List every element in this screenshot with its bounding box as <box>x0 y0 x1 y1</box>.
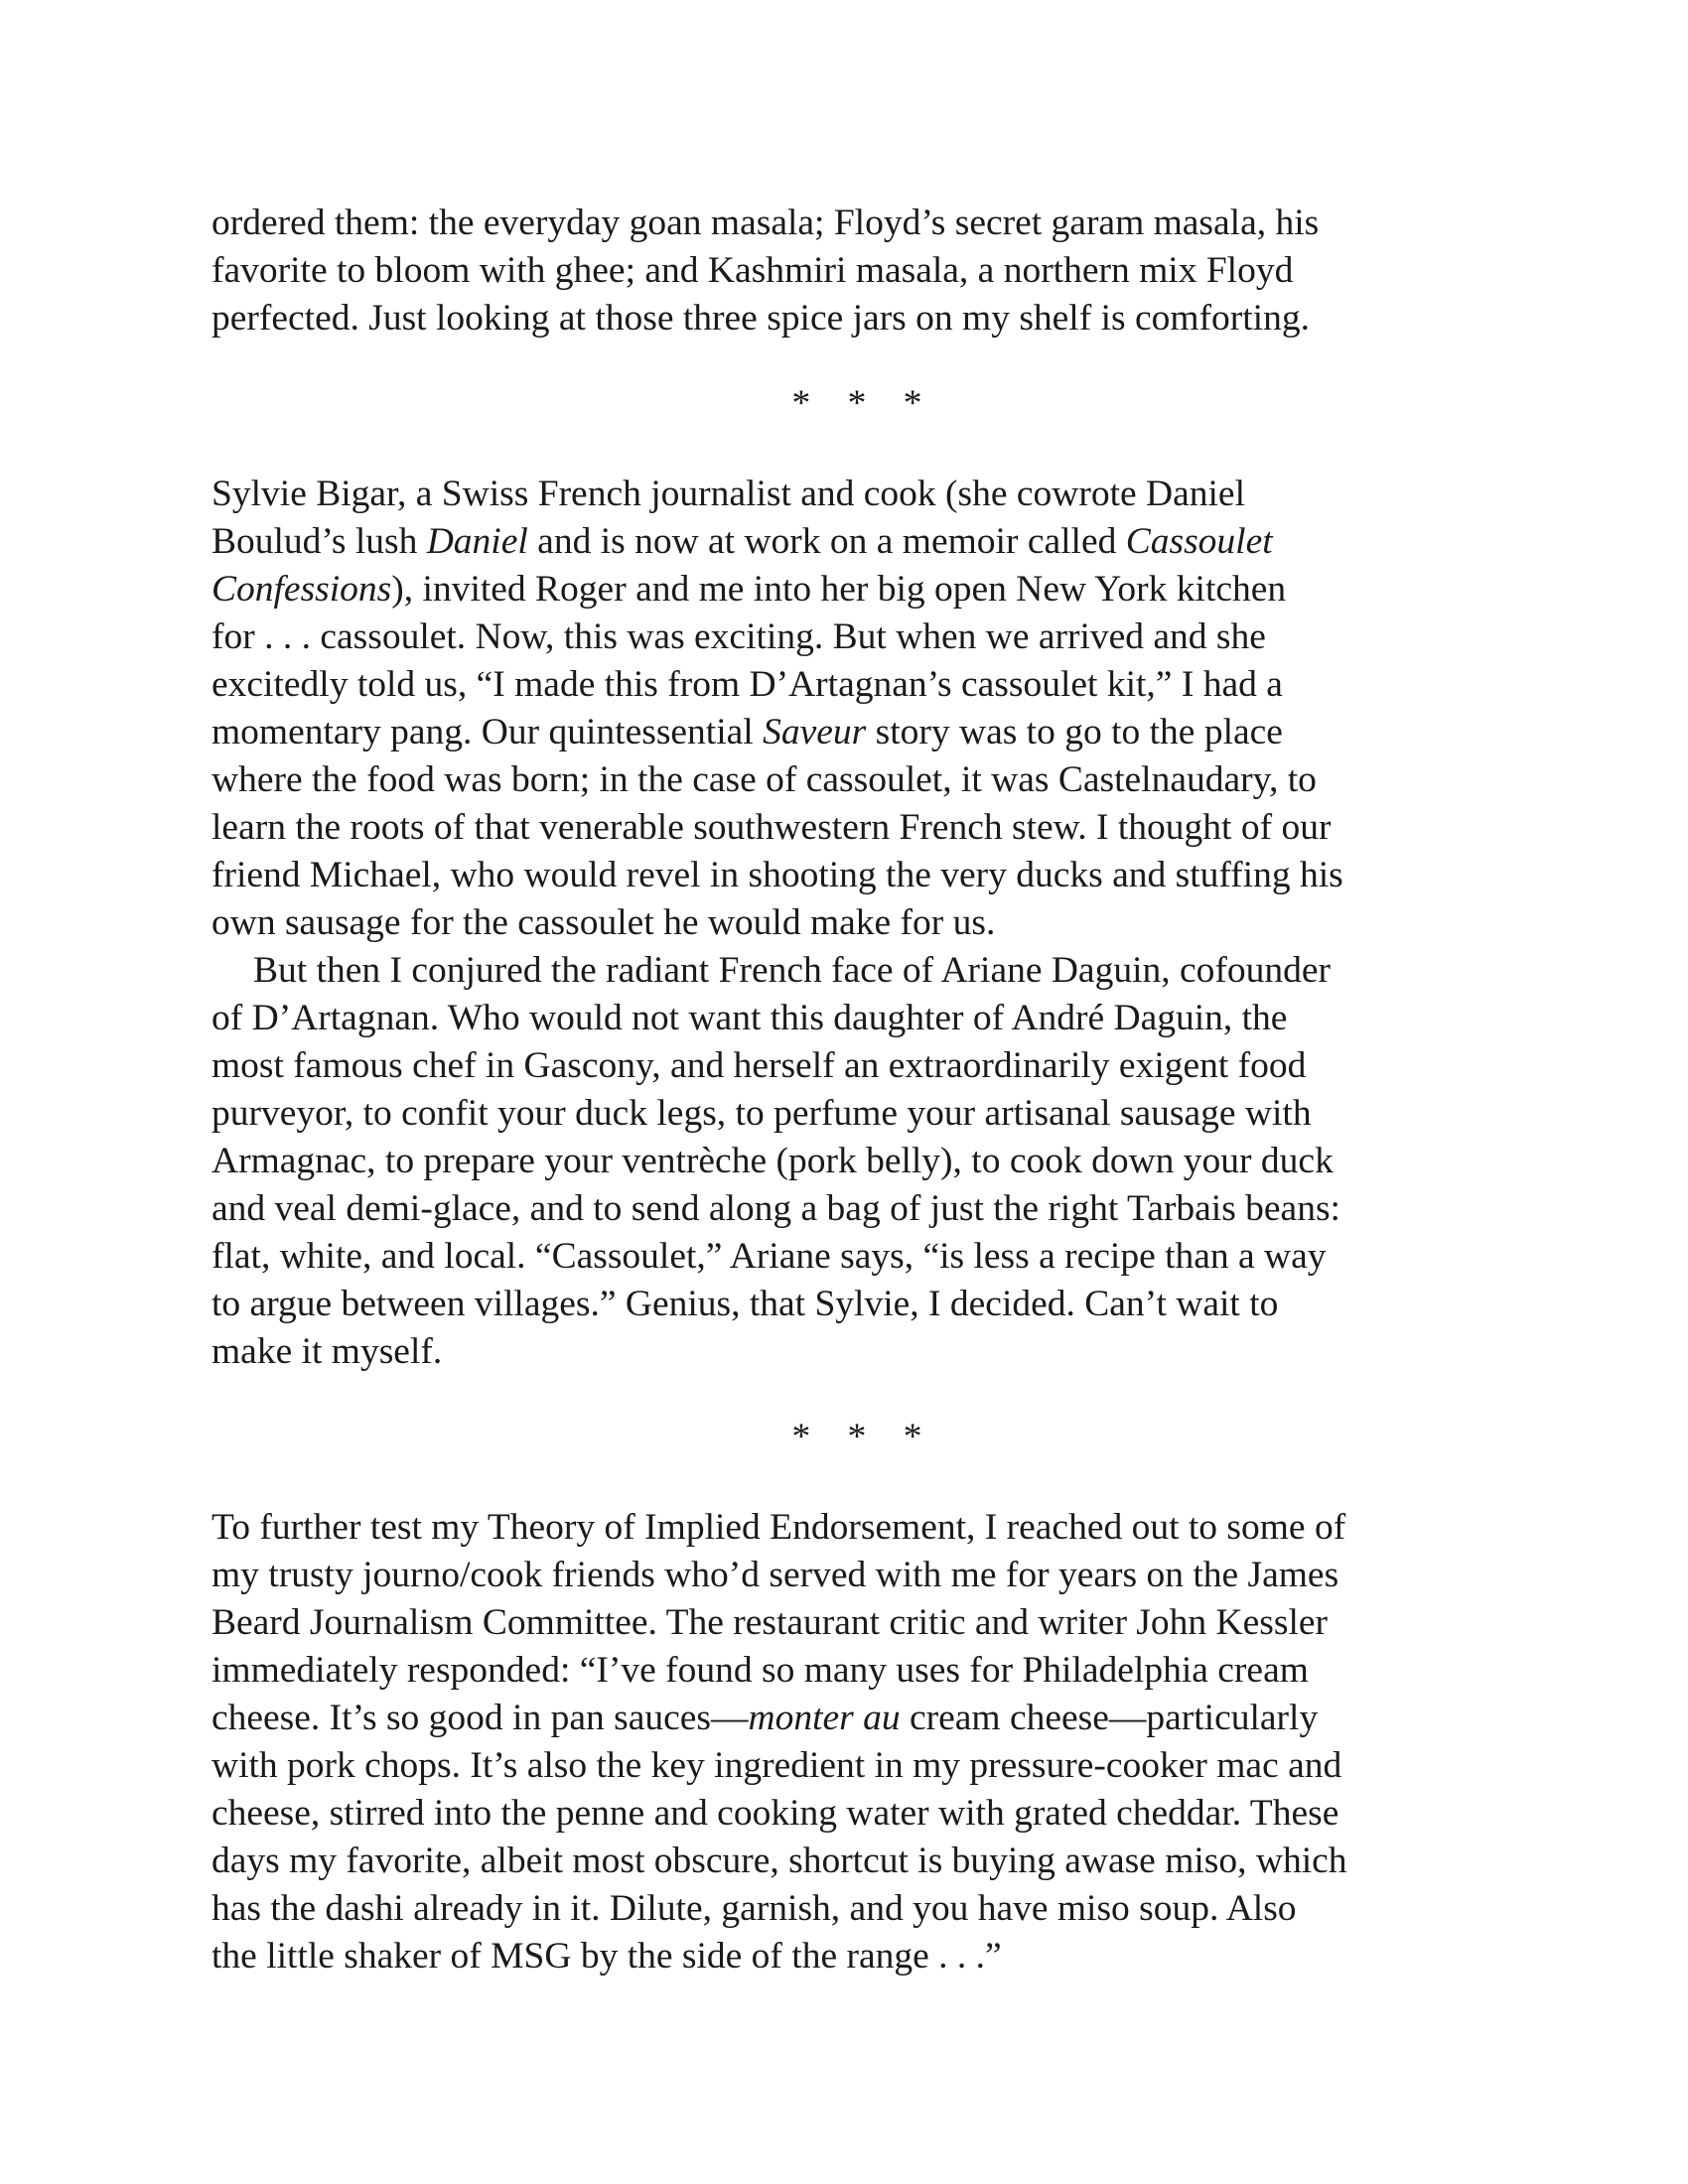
text-line: and veal demi-glace, and to send along a bag of just the right Tarbais beans: <box>211 1188 1340 1229</box>
text-span: story was to go to the place <box>866 712 1283 752</box>
text-line: most famous chef in Gascony, and herself an extraordinarily exigent food <box>211 1045 1307 1086</box>
text-line <box>211 1695 1502 1742</box>
text-line: own sausage for the cassoulet he would make for us. <box>211 902 996 943</box>
text-line: learn the roots of that venerable southwestern French stew. I thought of our <box>211 807 1332 848</box>
paragraph-spice-masalas <box>211 200 1502 342</box>
text-line: excitedly told us, “I made this from D’Artagnan’s cassoulet kit,” I had a <box>211 664 1283 705</box>
text-line: to argue between villages.” Genius, that Sylvie, I decided. Can’t wait to <box>211 1284 1279 1324</box>
text-line: cheese, stirred into the penne and cooking water with grated cheddar. These <box>211 1793 1339 1834</box>
text-line: To further test my Theory of Implied Endorsement, I reached out to some of <box>211 1507 1346 1548</box>
book-title-confessions: Confessions <box>211 569 392 610</box>
section-divider: * * * <box>791 383 936 424</box>
text-line: purveyor, to confit your duck legs, to perfume your artisanal sausage with <box>211 1093 1312 1134</box>
italic-phrase-monter-au: monter au <box>748 1698 901 1738</box>
book-title-cassoulet: Cassoulet <box>1125 521 1273 562</box>
text-line: has the dashi already in it. Dilute, garnish, and you have miso soup. Also <box>211 1888 1297 1929</box>
text-span: cream cheese—particularly <box>900 1698 1319 1738</box>
text-line: favorite to bloom with ghee; and Kashmiri masala, a northern mix Floyd <box>211 250 1294 291</box>
text-line <box>211 709 1502 756</box>
book-title-daniel: Daniel <box>426 521 528 562</box>
text-line: with pork chops. It’s also the key ingredient in my pressure-cooker mac and <box>211 1745 1342 1786</box>
section-divider: * * * <box>791 1417 936 1457</box>
text-line: where the food was born; in the case of cassoulet, it was Castelnaudary, to <box>211 759 1317 800</box>
text-line: of D’Artagnan. Who would not want this daughter of André Daguin, the <box>211 998 1288 1038</box>
text-line: my trusty journo/cook friends who’d served with me for years on the James <box>211 1555 1339 1595</box>
text-line: flat, white, and local. “Cassoulet,” Ariane says, “is less a recipe than a way <box>211 1236 1327 1277</box>
paragraph-ariane-daguin <box>211 947 1502 1376</box>
text-line: days my favorite, albeit most obscure, shortcut is buying awase miso, which <box>211 1841 1347 1881</box>
text-line: immediately responded: “I’ve found so many uses for Philadelphia cream <box>211 1650 1309 1691</box>
text-line: But then I conjured the radiant French face of Ariane Daguin, cofounder <box>253 950 1332 991</box>
text-span: cheese. It’s so good in pan sauces— <box>211 1698 749 1738</box>
paragraph-sylvie-bigar <box>211 471 1502 947</box>
paragraph-john-kessler <box>211 1504 1502 1980</box>
text-line: the little shaker of MSG by the side of the range . . .” <box>211 1936 1002 1977</box>
text-line <box>211 566 1502 614</box>
text-span: Boulud’s lush <box>211 521 427 562</box>
magazine-title-saveur: Saveur <box>763 712 867 752</box>
text-span: and is now at work on a memoir called <box>527 521 1126 562</box>
text-line: perfected. Just looking at those three spice jars on my shelf is comforting. <box>211 298 1310 339</box>
text-line <box>211 518 1502 566</box>
text-line: Sylvie Bigar, a Swiss French journalist and cook (she cowrote Daniel <box>211 474 1245 514</box>
text-line: Armagnac, to prepare your ventrèche (pork belly), to cook down your duck <box>211 1141 1334 1181</box>
text-span: momentary pang. Our quintessential <box>211 712 764 752</box>
text-line: Beard Journalism Committee. The restaurant critic and writer John Kessler <box>211 1602 1328 1643</box>
text-span: ), invited Roger and me into her big open New York kitchen <box>391 569 1287 610</box>
text-line: friend Michael, who would revel in shooting the very ducks and stuffing his <box>211 855 1343 895</box>
text-line: make it myself. <box>211 1331 443 1372</box>
text-line: for . . . cassoulet. Now, this was exciting. But when we arrived and she <box>211 616 1266 657</box>
text-line: ordered them: the everyday goan masala; Floyd’s secret garam masala, his <box>211 203 1320 243</box>
